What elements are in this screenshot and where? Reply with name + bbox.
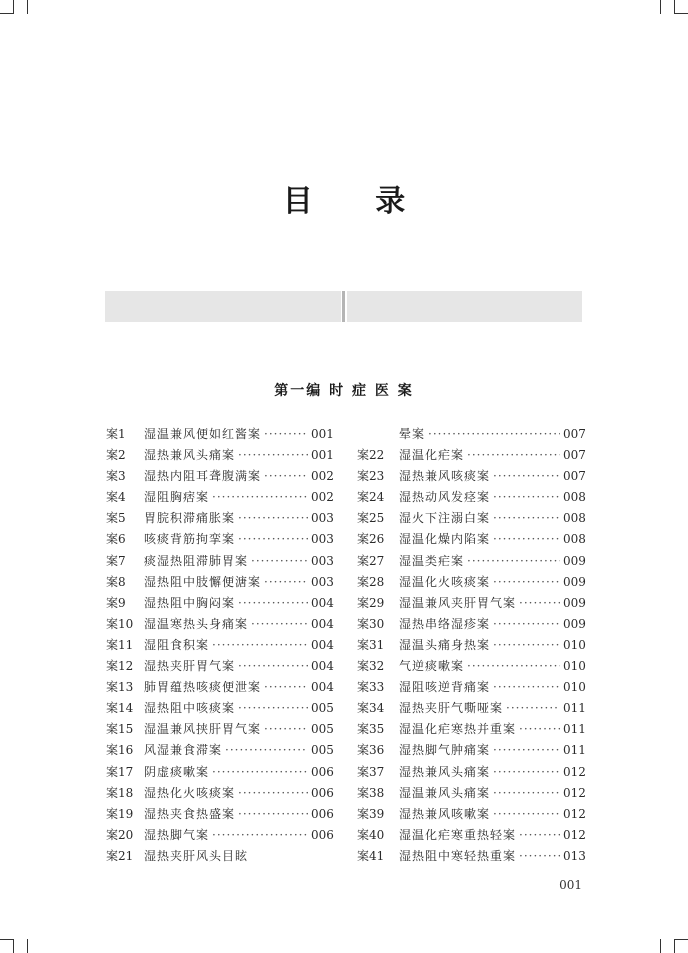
toc-entry-page: 009: [563, 553, 586, 568]
toc-entry-page: 004: [311, 616, 334, 631]
toc-dot-leader: [238, 783, 308, 804]
toc-entry[interactable]: [106, 740, 334, 761]
toc-entry[interactable]: [357, 825, 586, 846]
toc-dot-leader: [212, 762, 308, 783]
decorative-band-separator: [342, 291, 345, 322]
toc-dot-leader: [519, 846, 560, 867]
section-heading: 第一编 时 症 医 案: [274, 383, 414, 399]
toc-entry-page: 008: [563, 490, 586, 505]
toc-entry-title: 湿热阻中寒轻热重案: [399, 848, 517, 863]
crop-mark-br-h: [674, 939, 688, 940]
toc-entry[interactable]: [357, 551, 586, 572]
toc-entry-title: 阴虚痰嗽案: [144, 764, 210, 779]
toc-entry-page: 003: [311, 532, 334, 547]
toc-entry-title: 湿热夹食热盛案: [144, 806, 236, 821]
toc-entry-title: 湿热阻中咳痰案: [144, 701, 236, 716]
toc-entry-number: 案30: [357, 616, 385, 631]
crop-mark-tr-v2: [660, 0, 661, 14]
toc-entry-title: 湿阻食积案: [144, 637, 210, 652]
toc-entry[interactable]: [106, 719, 334, 740]
toc-entry-number: 案39: [357, 806, 385, 821]
toc-dot-leader: [493, 762, 560, 783]
toc-entry-page: 012: [563, 764, 586, 779]
toc-entry[interactable]: [106, 825, 334, 846]
toc-entry-number: 案13: [106, 680, 134, 695]
toc-entry[interactable]: [357, 677, 586, 698]
toc-entry-title: 晕案: [399, 427, 426, 441]
toc-entry-page: 007: [563, 427, 586, 441]
toc-entry-number: 案20: [106, 827, 134, 842]
toc-dot-leader: [493, 740, 560, 761]
toc-entry-number: 案23: [357, 469, 385, 484]
page-title: 目 录: [282, 184, 432, 219]
toc-entry-number: 案17: [106, 764, 134, 779]
toc-dot-leader: [212, 825, 308, 846]
toc-entry-title: 湿热兼风头痛案: [144, 448, 236, 463]
toc-entry-title: 湿热脚气案: [144, 827, 210, 842]
toc-entry-number: 案26: [357, 532, 385, 547]
crop-mark-tl-v: [13, 0, 14, 14]
toc-entry-number: 案4: [106, 490, 126, 505]
toc-dot-leader: [493, 635, 560, 656]
crop-mark-bl-v2: [27, 939, 28, 953]
toc-dot-leader: [467, 656, 560, 677]
toc-entry-title: 湿热夹肝胃气案: [144, 659, 236, 674]
crop-mark-br-v: [674, 939, 675, 953]
toc-entry-title: 湿热动风发痉案: [399, 490, 491, 505]
toc-entry[interactable]: [106, 466, 334, 487]
toc-entry[interactable]: [106, 804, 334, 825]
toc-dot-leader: [493, 783, 560, 804]
toc-entry[interactable]: [357, 593, 586, 614]
toc-dot-leader: [493, 804, 560, 825]
toc-entry-page: 004: [311, 659, 334, 674]
toc-entry-page: 012: [563, 785, 586, 800]
toc-entry[interactable]: [106, 551, 334, 572]
toc-entry-title: 湿热串络湿疹案: [399, 616, 491, 631]
toc-entry-title: 湿热兼风咳痰案: [399, 469, 491, 484]
toc-entry-number: 案32: [357, 659, 385, 674]
toc-dot-leader: [251, 614, 308, 635]
toc-entry-number: 案27: [357, 553, 385, 568]
toc-entry-title: 湿温化疟案: [399, 448, 465, 463]
toc-entry[interactable]: [106, 487, 334, 508]
toc-entry[interactable]: [357, 466, 586, 487]
toc-entry-title: 湿温化火咳痰案: [399, 574, 491, 589]
toc-dot-leader: [493, 572, 560, 593]
toc-entry[interactable]: [357, 740, 586, 761]
toc-entry-title: 气逆痰嗽案: [399, 659, 465, 674]
toc-entry-page: 010: [563, 659, 586, 674]
toc-dot-leader: [506, 698, 560, 719]
toc-entry-page: 006: [311, 806, 334, 821]
toc-entry-page: 013: [563, 848, 586, 863]
toc-entry-number: 案8: [106, 574, 126, 589]
toc-entry-page: 006: [311, 764, 334, 779]
toc-entry-page: 008: [563, 532, 586, 547]
toc-entry-title: 咳痰背筋拘挛案: [144, 532, 236, 547]
toc-entry-title: 湿温类疟案: [399, 553, 465, 568]
toc-entry[interactable]: [357, 529, 586, 550]
toc-dot-leader: [238, 656, 308, 677]
toc-dot-leader: [212, 635, 308, 656]
toc-entry[interactable]: [106, 698, 334, 719]
toc-entry[interactable]: [357, 487, 586, 508]
toc-entry-page: 004: [311, 680, 334, 695]
toc-entry-number: 案6: [106, 532, 126, 547]
toc-entry-title: 湿温兼风头痛案: [399, 785, 491, 800]
crop-mark-br-v2: [660, 939, 661, 953]
toc-dot-leader: [238, 508, 308, 529]
toc-entry-page: 001: [311, 448, 334, 463]
toc-entry-number: 案29: [357, 595, 385, 610]
toc-entry-title: 湿温化疟寒重热轻案: [399, 827, 517, 842]
toc-dot-leader: [238, 529, 308, 550]
toc-entry[interactable]: [357, 614, 586, 635]
toc-entry-title: 湿温化疟寒热并重案: [399, 722, 517, 737]
toc-entry-page: 011: [563, 722, 586, 737]
toc-entry[interactable]: [106, 593, 334, 614]
toc-entry-title: 湿温寒热头身痛案: [144, 616, 249, 631]
toc-entry-number: 案21: [106, 848, 134, 863]
toc-entry[interactable]: [357, 424, 586, 445]
toc-dot-leader: [212, 487, 308, 508]
toc-dot-leader: [264, 572, 308, 593]
toc-entry-page: 003: [311, 553, 334, 568]
crop-mark-bl-h: [0, 939, 14, 940]
toc-entry[interactable]: [357, 635, 586, 656]
toc-entry-number: 案24: [357, 490, 385, 505]
toc-entry-number: 案10: [106, 616, 134, 631]
crop-mark-tl-v2: [27, 0, 28, 14]
toc-entry[interactable]: [106, 846, 331, 867]
toc-column-left: [106, 424, 334, 867]
toc-entry[interactable]: [357, 656, 586, 677]
toc-entry-page: 011: [563, 743, 586, 758]
toc-entry-number: 案5: [106, 511, 126, 526]
toc-entry-title: 湿火下注溺白案: [399, 511, 491, 526]
toc-entry-page: 005: [311, 722, 334, 737]
toc-entry-number: 案34: [357, 701, 385, 716]
toc-entry-number: 案40: [357, 827, 385, 842]
toc-entry-title: 湿热阻中胸闷案: [144, 595, 236, 610]
toc-entry[interactable]: [106, 529, 334, 550]
toc-entry-number: 案2: [106, 448, 126, 463]
toc-entry[interactable]: [357, 445, 586, 466]
toc-entry[interactable]: [106, 656, 334, 677]
toc-entry-page: 007: [563, 469, 586, 484]
toc-dot-leader: [519, 593, 560, 614]
decorative-band-right: [347, 291, 582, 322]
toc-dot-leader: [467, 551, 560, 572]
toc-entry-number: 案36: [357, 743, 385, 758]
toc-entry[interactable]: [106, 614, 334, 635]
toc-entry-number: 案7: [106, 553, 126, 568]
toc-entry-number: 案11: [106, 637, 134, 652]
toc-entry[interactable]: [357, 762, 586, 783]
toc-entry-page: 005: [311, 743, 334, 758]
toc-entry-number: 案35: [357, 722, 385, 737]
toc-dot-leader: [264, 677, 308, 698]
toc-entry-title: 湿热化火咳痰案: [144, 785, 236, 800]
crop-mark-bl-v: [13, 939, 14, 953]
toc-entry-title: 湿热夹肝风头目眩: [144, 848, 249, 863]
toc-entry-number: 案9: [106, 595, 126, 610]
toc-entry-page: 009: [563, 616, 586, 631]
toc-entry[interactable]: [106, 445, 334, 466]
toc-entry[interactable]: [357, 508, 586, 529]
toc-entry-number: 案12: [106, 659, 134, 674]
toc-entry-title: 湿温兼风夹肝胃气案: [399, 595, 517, 610]
toc-entry[interactable]: [106, 677, 334, 698]
toc-entry-number: 案38: [357, 785, 385, 800]
toc-dot-leader: [238, 593, 308, 614]
toc-entry[interactable]: [106, 572, 334, 593]
toc-dot-leader: [467, 445, 560, 466]
toc-entry[interactable]: [357, 846, 586, 867]
toc-entry-page: 012: [563, 827, 586, 842]
toc-entry-page: 004: [311, 637, 334, 652]
toc-dot-leader: [225, 740, 308, 761]
toc-entry[interactable]: [106, 762, 334, 783]
toc-entry-title: 风湿兼食滞案: [144, 743, 223, 758]
crop-mark-tl-h: [0, 13, 14, 14]
page-number: 001: [559, 878, 582, 892]
toc-entry-number: 案15: [106, 722, 134, 737]
toc-entry-title: 湿热夹肝气嘶哑案: [399, 701, 504, 716]
toc-dot-leader: [519, 825, 560, 846]
toc-entry[interactable]: [357, 572, 586, 593]
toc-dot-leader: [238, 698, 308, 719]
toc-entry-page: 010: [563, 680, 586, 695]
toc-dot-leader: [238, 804, 308, 825]
toc-entry-number: 案22: [357, 448, 385, 463]
toc-entry-page: 006: [311, 827, 334, 842]
toc-entry-page: 002: [311, 490, 334, 505]
toc-entry-title: 胃脘积滞痛胀案: [144, 511, 236, 526]
toc-entry-title: 痰湿热阻滞肺胃案: [144, 553, 249, 568]
toc-entry-number: 案25: [357, 511, 385, 526]
toc-entry-page: 006: [311, 785, 334, 800]
toc-entry-page: 003: [311, 511, 334, 526]
toc-entry-number: 案16: [106, 743, 134, 758]
toc-entry[interactable]: [357, 804, 586, 825]
toc-entry[interactable]: [106, 635, 334, 656]
toc-entry-number: 案31: [357, 637, 385, 652]
toc-entry-title: 湿热内阻耳聋腹满案: [144, 469, 262, 484]
toc-entry[interactable]: [106, 508, 334, 529]
toc-dot-leader: [428, 424, 560, 445]
toc-entry-number: 案1: [106, 427, 126, 441]
toc-entry-page: 005: [311, 701, 334, 716]
toc-entry-page: 007: [563, 448, 586, 463]
toc-entry-page: 002: [311, 469, 334, 484]
toc-dot-leader: [238, 445, 308, 466]
toc-entry-number: 案41: [357, 848, 385, 863]
toc-entry-title: 湿温兼风挟肝胃气案: [144, 722, 262, 737]
crop-mark-tr-v: [674, 0, 675, 14]
toc-entry-number: 案14: [106, 701, 134, 716]
toc-entry-number: 案19: [106, 806, 134, 821]
toc-entry-page: 009: [563, 574, 586, 589]
toc-entry[interactable]: [357, 783, 586, 804]
toc-entry-title: 肺胃蕴热咳痰便泄案: [144, 680, 262, 695]
toc-entry-title: 湿热兼风头痛案: [399, 764, 491, 779]
toc-entry[interactable]: [357, 719, 586, 740]
toc-dot-leader: [519, 719, 560, 740]
toc-entry[interactable]: [106, 424, 334, 445]
decorative-band-left: [105, 291, 341, 322]
toc-entry-number: 案37: [357, 764, 385, 779]
toc-entry-page: 004: [311, 595, 334, 610]
toc-entry-title: 湿阻胸痞案: [144, 490, 210, 505]
toc-dot-leader: [493, 677, 560, 698]
toc-dot-leader: [493, 508, 560, 529]
toc-entry-page: 009: [563, 595, 586, 610]
toc-dot-leader: [264, 719, 308, 740]
toc-dot-leader: [493, 614, 560, 635]
toc-entry-page: 011: [563, 701, 586, 716]
toc-entry-page: 010: [563, 637, 586, 652]
toc-entry-title: 湿热阻中肢懈便溏案: [144, 574, 262, 589]
toc-dot-leader: [264, 466, 308, 487]
toc-entry-page: 008: [563, 511, 586, 526]
toc-entry-title: 湿热脚气肿痛案: [399, 743, 491, 758]
toc-dot-leader: [493, 487, 560, 508]
toc-entry-title: 湿热兼风咳嗽案: [399, 806, 491, 821]
toc-entry-page: 001: [311, 427, 334, 441]
toc-dot-leader: [493, 529, 560, 550]
toc-dot-leader: [493, 466, 560, 487]
toc-entry-title: 湿温化燥内陷案: [399, 532, 491, 547]
toc-column-right: [357, 424, 586, 867]
toc-entry-title: 湿温头痛身热案: [399, 637, 491, 652]
toc-entry[interactable]: [106, 783, 334, 804]
toc-entry-number: 案33: [357, 680, 385, 695]
toc-entry-number: 案18: [106, 785, 134, 800]
toc-entry-number: 案28: [357, 574, 385, 589]
toc-entry-title: 湿阻咳逆背痛案: [399, 680, 491, 695]
toc-entry-title: 湿温兼风便如红酱案: [144, 427, 262, 441]
toc-dot-leader: [251, 551, 308, 572]
toc-dot-leader: [264, 424, 308, 445]
toc-entry-page: 012: [563, 806, 586, 821]
toc-entry[interactable]: [357, 698, 586, 719]
toc-entry-page: 003: [311, 574, 334, 589]
crop-mark-tr-h: [674, 13, 688, 14]
toc-entry-number: 案3: [106, 469, 126, 484]
